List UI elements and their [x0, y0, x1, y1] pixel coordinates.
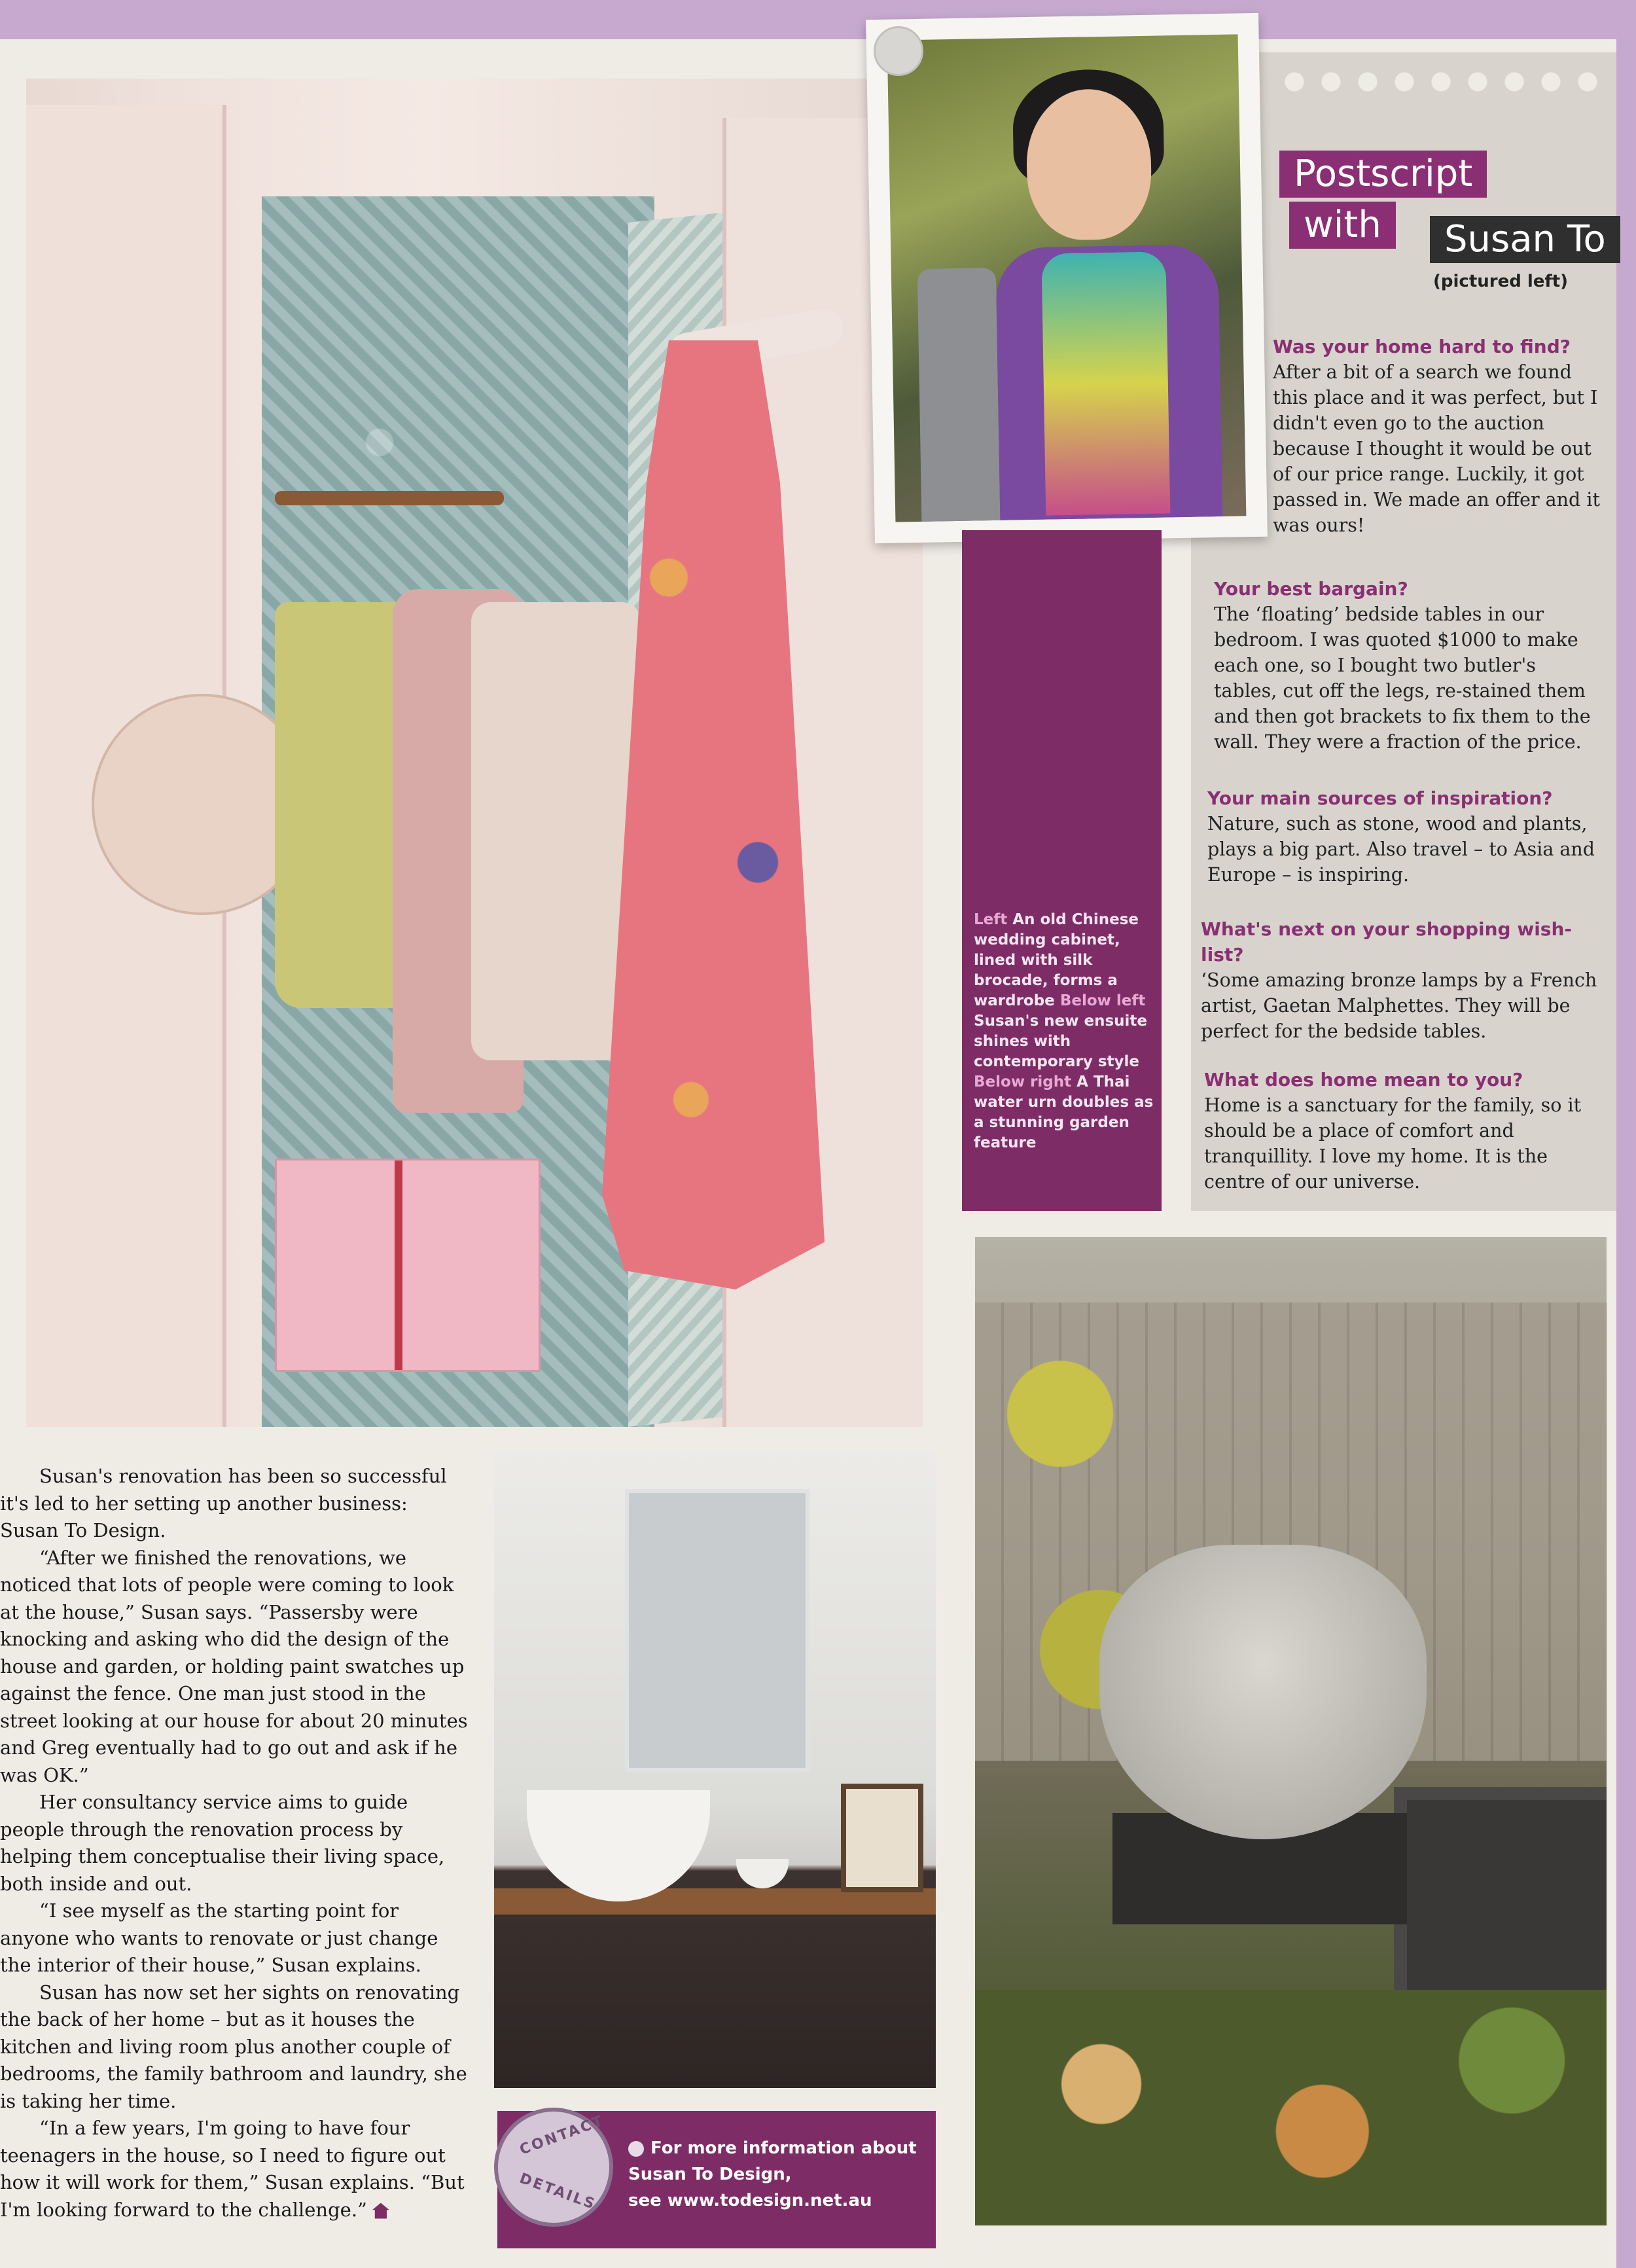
qa-question: What does home mean to you? — [1204, 1069, 1523, 1090]
qa-item — [1214, 576, 1600, 755]
body-paragraph: Her consultancy service aims to guide people through the renovation process by helping them conceptualise their living space, both inside and out. — [0, 1791, 445, 1895]
qa-answer: Home is a sanctuary for the family, so it should be a place of comfort and tranquillity. I love my home. It is the centre of our universe. — [1204, 1094, 1582, 1193]
caption-left-text: An old Chinese wedding cabinet, lined with silk brocade, forms a wardrobe — [974, 911, 1139, 1009]
contact-line-1: For more information about Susan To Design, — [628, 2138, 917, 2184]
bullet-dot-icon — [628, 2141, 644, 2157]
qa-question: Your best bargain? — [1214, 578, 1408, 600]
body-paragraph: “After we finished the renovations, we noticed that lots of people were coming to look at the house,” Susan says. “Passersby were knocking and asking who did the design of the house and garden, or holding paint swatches up against the fence. One man just stood in the street looking at our house for about 20 minutes and Greg eventually had to go out and ask if he was OK.” — [0, 1546, 468, 1786]
qa-item — [1201, 916, 1600, 1044]
qa-question: Your main sources of inspiration? — [1207, 787, 1553, 809]
thai-water-urn — [1099, 1545, 1427, 1839]
seal-word-bottom: DETAILS — [517, 2170, 599, 2214]
pink-gift-box — [275, 1159, 541, 1372]
body-paragraph: “I see myself as the starting point for anyone who wants to renovate or just change the interior of their house,” Susan explains. — [0, 1899, 438, 1976]
garden-foliage — [975, 1990, 1607, 2225]
article-body — [0, 1463, 471, 2223]
seal-word-top: CONTACT — [517, 2112, 607, 2159]
person-top — [1041, 251, 1170, 515]
mirror-cabinet — [625, 1489, 809, 1772]
body-paragraph: Susan's renovation has been so successful it's led to her setting up another business: Susan To Design. — [0, 1465, 447, 1541]
qa-item — [1273, 334, 1600, 538]
portrait-frame — [866, 13, 1268, 543]
contact-details-seal — [494, 2108, 613, 2227]
contact-line-2: see www.todesign.net.au — [628, 2191, 872, 2210]
qa-item — [1207, 785, 1600, 888]
ensuite-photo — [494, 1450, 936, 2088]
chair-back — [917, 268, 1001, 522]
postscript-title-word: Postscript — [1279, 151, 1487, 198]
photo-caption — [974, 910, 1157, 1153]
caption-label-below-right: Below right — [974, 1073, 1072, 1090]
body-paragraph: Susan has now set her sights on renovating the back of her home – but as it houses the kitchen and living room plus another couple of bedrooms, the family bathroom and laundry, she is taking her time. — [0, 1981, 467, 2112]
postscript-title-name: Susan To — [1430, 216, 1620, 263]
timber-vanity-top — [494, 1888, 936, 1915]
qa-answer: The ‘floating’ bedside tables in our bedroom. I was quoted $1000 to make each one, so I bought two butler's tables, cut off the legs, re-stained them and then got brackets to fix them to the wall. They were a fraction of the price. — [1214, 603, 1591, 753]
butterfly-frame — [841, 1784, 923, 1892]
house-icon — [372, 2203, 389, 2219]
pictured-note: (pictured left) — [1433, 272, 1569, 291]
qa-question: What's next on your shopping wish-list? — [1201, 918, 1573, 965]
garden-urn-photo — [975, 1237, 1607, 2225]
contact-info — [628, 2135, 929, 2214]
qa-answer: Nature, such as stone, wood and plants, plays a big part. Also travel – to Asia and Europe – is inspiring. — [1207, 813, 1595, 886]
round-basin — [527, 1790, 710, 1901]
postscript-title-with: with — [1289, 202, 1396, 249]
qa-question: Was your home hard to find? — [1273, 336, 1571, 357]
body-paragraph-last-text: “In a few years, I'm going to have four teenagers in the house, so I need to figure out how it will work for them,” Susan explains. “But I'm looking forward to the challenge.” — [0, 2117, 465, 2221]
wardrobe-photo — [26, 79, 923, 1427]
small-bowl — [736, 1859, 789, 1888]
caption-below-left-text: Susan's new ensuite shines with contemporary style — [974, 1013, 1148, 1070]
qa-item — [1204, 1067, 1597, 1195]
pin-icon — [874, 26, 923, 76]
body-paragraph-last — [0, 2115, 471, 2223]
caption-below-right-text: A Thai water urn doubles as a stunning garden feature — [974, 1073, 1154, 1151]
qa-answer: After a bit of a search we found this place and it was perfect, but I didn't even go to the auction because I thought it would be out of our price range. Luckily, it got passed in. We made an offer and it was ours! — [1273, 361, 1600, 536]
caption-label-left: Left — [974, 911, 1008, 928]
qa-answer: ‘Some amazing bronze lamps by a French artist, Gaetan Malphettes. They will be perfect for the bedside tables. — [1201, 969, 1597, 1042]
caption-label-below-left: Below left — [1059, 992, 1146, 1009]
susan-portrait-photo — [887, 34, 1247, 522]
perforated-edge — [1276, 59, 1603, 105]
hanging-rail — [275, 491, 504, 505]
